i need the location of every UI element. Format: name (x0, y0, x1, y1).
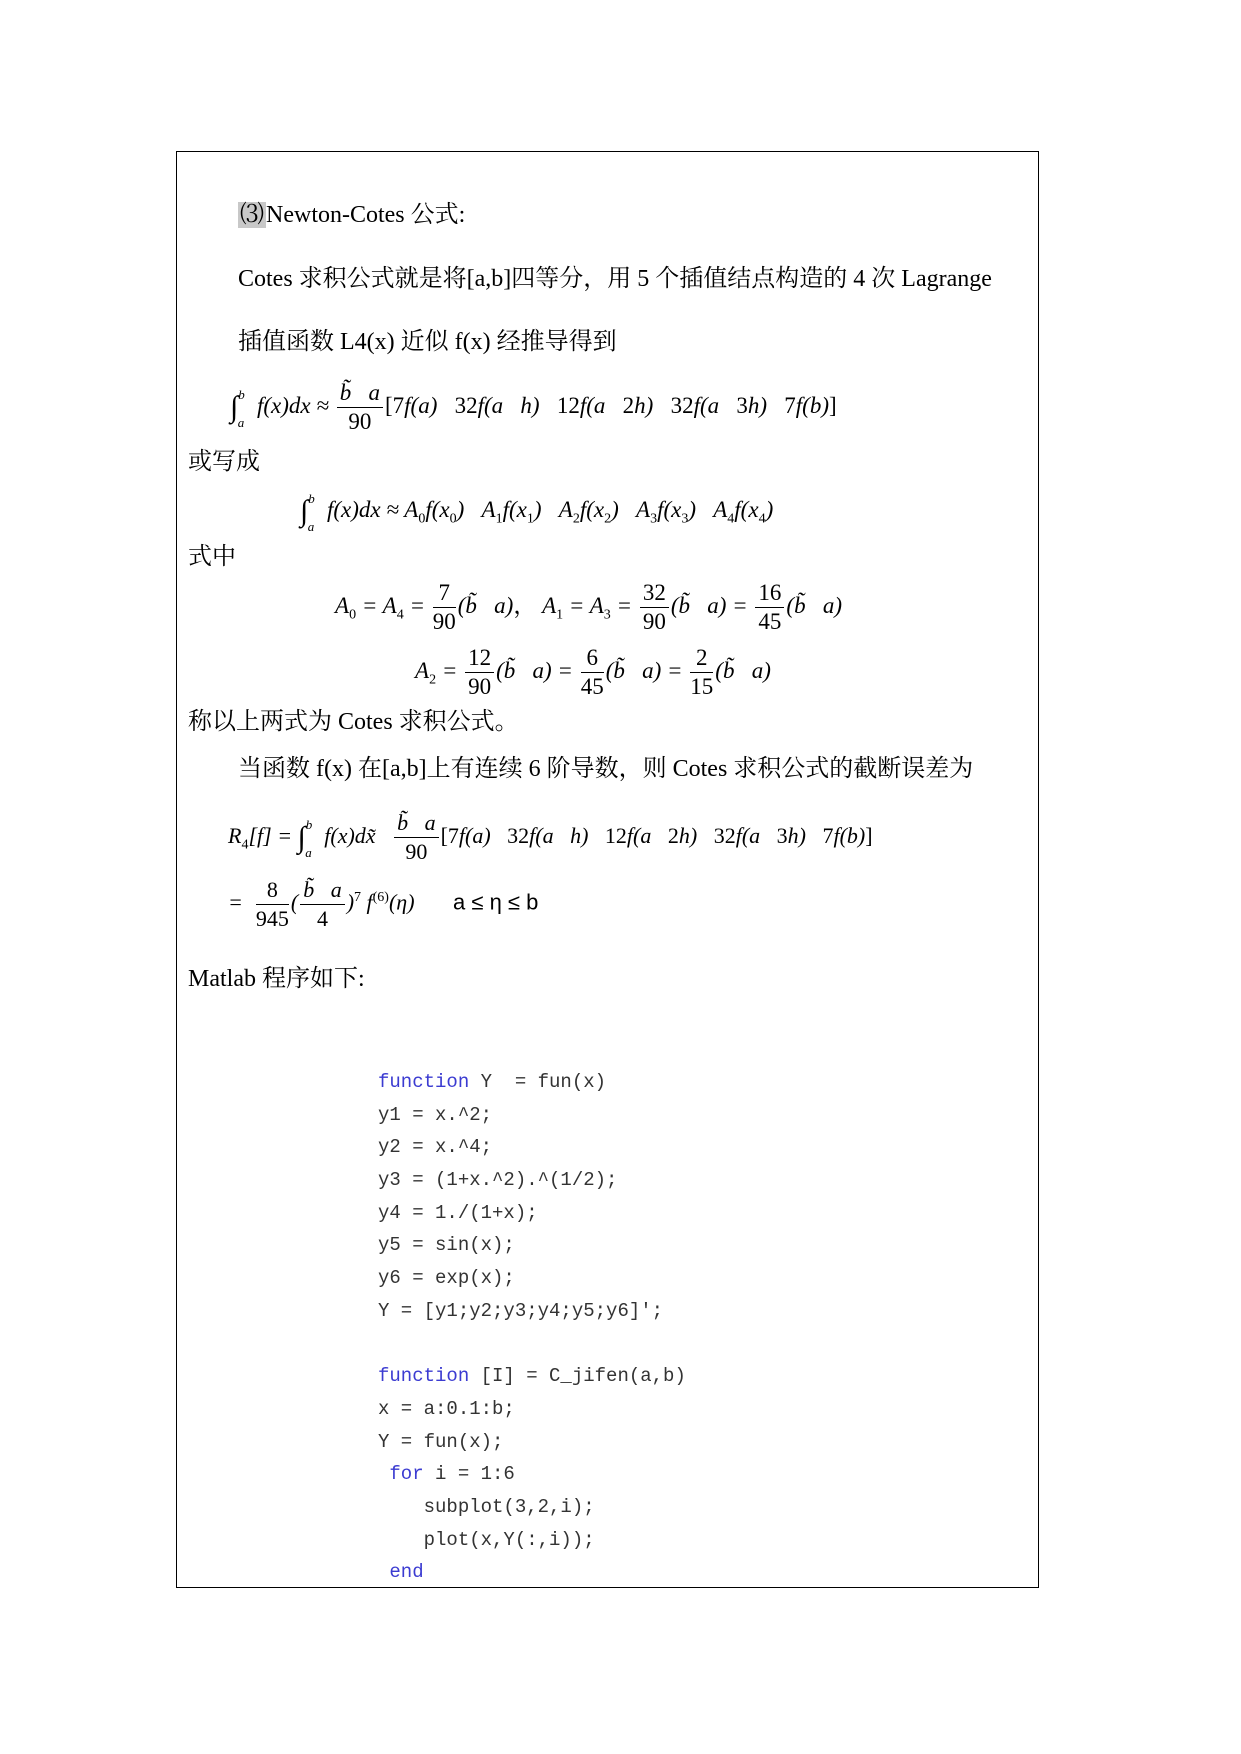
where-label: 式中 (188, 544, 236, 570)
code-line (378, 1426, 686, 1459)
code-line (378, 1393, 686, 1426)
code-line (378, 1295, 686, 1328)
code-text: y4 = 1./(1+x); (378, 1201, 538, 1224)
code-text: x = a:0.1:b; (378, 1397, 515, 1420)
formula-remainder-line-1: $R_4[f] = \int^b_a$ f(x)dx̃ $\frac{b̃ a}{90}$ [7f(a) 32f(a h) 12f(a 2h) 32f(a 3h) 7f(b)] (228, 810, 873, 865)
matlab-intro: Matlab 程序如下: (188, 966, 365, 992)
code-line (378, 1164, 686, 1197)
code-line (378, 1491, 686, 1524)
code-line (378, 1556, 686, 1589)
code-line (378, 1328, 686, 1361)
code-text: Y = fun(x); (378, 1430, 504, 1453)
code-line (378, 1524, 686, 1557)
error-intro: 当函数 f(x) 在[a,b]上有连续 6 阶导数，则 Cotes 求积公式的截断误差为 (238, 756, 974, 782)
code-line (378, 1066, 686, 1099)
code-text: [I] = C_jifen(a,b) (469, 1365, 686, 1388)
code-text: Y = fun(x) (469, 1071, 607, 1093)
code-line (378, 1099, 686, 1132)
code-text: y2 = x.^4; (378, 1136, 493, 1159)
intro-line-1: Cotes 求积公式就是将[a,b]四等分，用 5 个插值结点构造的 4 次 Lagrange (238, 266, 992, 292)
formula-coef-line-1: $A_0 = A_4$ = $\frac{7}{90}$ (b̃ a)， $A_1 = A_3$ = $\frac{32}{90}$ (b̃ a) = $\frac{16}{45}$ (b̃ a) (335, 580, 842, 635)
intro-line-2: 插值函数 L4(x) 近似 f(x) 经推导得到 (238, 329, 617, 355)
or-write-label: 或写成 (188, 449, 260, 475)
code-keyword: for (378, 1463, 424, 1486)
code-text: Y = [y1;y2;y3;y4;y5;y6]'; (378, 1299, 664, 1322)
code-text: i = 1:6 (423, 1463, 515, 1486)
code-keyword: end (378, 1561, 424, 1584)
code-text: y6 = exp(x); (378, 1267, 515, 1290)
called-label: 称以上两式为 Cotes 求积公式。 (188, 709, 519, 735)
formula-coef-line-2: $A_2$ = $\frac{12}{90}$ (b̃ a) = $\frac{6}{45}$ (b̃ a) = $\frac{2}{15}$ (b̃ a) (415, 645, 771, 700)
code-line (378, 1458, 686, 1491)
code-keyword: function (378, 1071, 470, 1093)
section-heading (238, 200, 465, 230)
code-text: subplot(3,2,i); (378, 1495, 595, 1518)
code-line (378, 1229, 686, 1262)
remainder-condition: a ≤ η ≤ b (453, 889, 539, 915)
formula-remainder-line-2: = $\frac{8}{945}$ ( $\frac{b̃ a}{4}$ )$^7$ $f^{(6)}(\eta)$ a ≤ η ≤ b (228, 876, 539, 931)
section-marker: ⑶ (240, 202, 264, 228)
code-text: y3 = (1+x.^2).^(1/2); (378, 1169, 618, 1192)
formula-cotes-main: ∫$^b_a$ f(x)dx ≈ $\frac{b̃ a}{90}$ [7f(a) 32f(a h) 12f(a 2h) 32f(a 3h) 7f(b)] (230, 380, 837, 435)
formula-cotes-alt: ∫$^b_a$ $f(x)dx \approx A_0f(x_0)$ $A_1f(x_1)$ $A_2f(x_2)$ $A_3f(x_3)$ $A_4f(x_4)$ (300, 491, 774, 534)
code-line (378, 1262, 686, 1295)
code-text: plot(x,Y(:,i)); (378, 1528, 595, 1551)
code-line (378, 1360, 686, 1393)
code-listing (378, 1066, 686, 1589)
code-text: y1 = x.^2; (378, 1103, 493, 1126)
code-line (378, 1197, 686, 1230)
code-line (378, 1131, 686, 1164)
code-text: y5 = sin(x); (378, 1234, 515, 1257)
code-keyword: function (378, 1365, 470, 1388)
section-title: Newton-Cotes 公式: (266, 202, 466, 228)
